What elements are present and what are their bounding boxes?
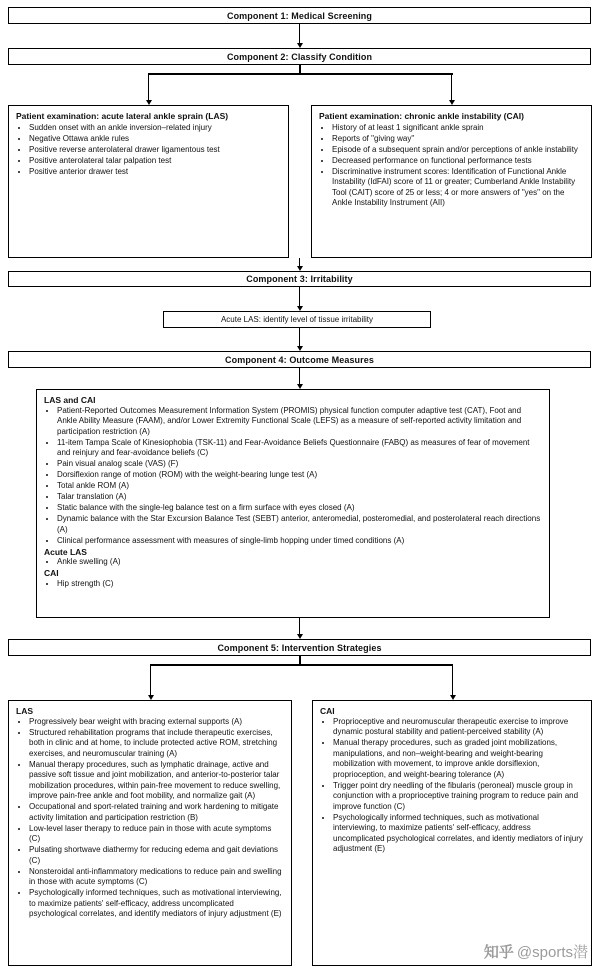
arrow-line	[299, 258, 301, 266]
bullet-item: • Decreased performance on functional performance tests	[332, 156, 584, 167]
bullet-item: • Patient-Reported Outcomes Measurement Information System (PROMIS) physical function computer adaptive test (CAT), Foot and Ankle Ability Measure (FAAM), and/or Lower Extremity Functional Scale (LEFS) as a measure of self-reported activity limitation and participation restriction (A)	[57, 406, 542, 438]
bullet-item: • Proprioceptive and neuromuscular therapeutic exercise to improve dynamic postural stability and patient-perceived stability (A)	[333, 717, 584, 738]
bullet-item: • History of at least 1 significant ankle sprain	[332, 123, 584, 134]
connector-line	[148, 73, 453, 75]
bullet-item: • Trigger point dry needling of the fibularis (peroneal) muscle group in conjunction with a proprioceptive training program to reduce pain and improve function (C)	[333, 781, 584, 813]
bullet-item: • Nonsteroidal anti-inflammatory medications to reduce pain and swelling in those with acute symptoms (C)	[29, 867, 284, 888]
bullet-item: • Positive anterior drawer test	[29, 167, 281, 178]
las-exam-box	[8, 105, 289, 258]
flow-arrow-to-cai-interventions	[449, 664, 456, 700]
bullet-item: • Positive reverse anterolateral drawer ligamentous test	[29, 145, 281, 156]
component-2-title: Component 2: Classify Condition	[226, 51, 373, 62]
irritability-note-text: Acute LAS: identify level of tissue irritability	[220, 315, 374, 324]
outcomes-heading-las-cai: LAS and CAI	[44, 395, 96, 405]
bullet-item: • 11-item Tampa Scale of Kinesiophobia (TSK-11) and Fear-Avoidance Beliefs Questionnaire (FABQ) as measures of fear of movement and reinjury and fear-avoidance beliefs (C)	[57, 438, 542, 459]
component-5-bar	[8, 639, 591, 656]
arrow-line	[299, 287, 301, 306]
bullet-item: • Episode of a subsequent sprain and/or perceptions of ankle instability	[332, 145, 584, 156]
component-4-title: Component 4: Outcome Measures	[225, 354, 374, 365]
bullet-item: • Psychologically informed techniques, such as motivational interviewing, to maximize patients' self-efficacy, address uncomplicated psychological correlates, and identify mediators of injury adjustment (E)	[29, 888, 284, 920]
bullet-item: • Talar translation (A)	[57, 492, 542, 503]
watermark	[484, 941, 588, 962]
bullet-item: • Low-level laser therapy to reduce pain in those with acute symptoms (C)	[29, 824, 284, 845]
bullet-item: • Progressively bear weight with bracing external supports (A)	[29, 717, 284, 728]
arrow-line	[150, 664, 152, 695]
las-interventions-box	[8, 700, 292, 966]
flow-arrow-c3-note	[296, 287, 303, 311]
bullet-item: • Clinical performance assessment with measures of single-limb hopping under timed conditions (A)	[57, 536, 542, 547]
outcomes-list-acute-las	[44, 557, 542, 568]
bullet-item: • Manual therapy procedures, such as lymphatic drainage, active and passive soft tissue and joint mobilization, and anterior-to-posterior talar mobilization procedures, within pain-free movement to reduce swelling, improve pain-free ankle and foot mobility, and normalize gait (A)	[29, 760, 284, 802]
component-1-bar	[8, 7, 591, 24]
bullet-item: • Total ankle ROM (A)	[57, 481, 542, 492]
bullet-item: • Reports of "giving way"	[332, 134, 584, 145]
outcomes-list-las-cai	[44, 406, 542, 547]
bullet-item: • Hip strength (C)	[57, 579, 542, 590]
cai-exam-box	[311, 105, 592, 258]
bullet-item: • Structured rehabilitation programs that include therapeutic exercises, both in clinic and at home, to include protected active ROM, stretching exercises, and neuromuscular training (A)	[29, 728, 284, 760]
flow-arrow-to-cai-exam	[448, 73, 455, 105]
flow-arrow-note-c4	[296, 328, 303, 351]
las-interventions-list	[16, 717, 284, 920]
component-2-bar	[8, 48, 591, 65]
flow-arrow-to-las-exam	[145, 73, 152, 105]
watermark-handle: @sports潜	[516, 944, 588, 961]
arrow-line	[299, 368, 301, 384]
flow-arrow-c1-c2	[296, 24, 303, 48]
watermark-brand: 知乎	[483, 944, 514, 961]
cai-exam-list	[319, 123, 584, 209]
bullet-item: • Dorsiflexion range of motion (ROM) with the weight-bearing lunge test (A)	[57, 470, 542, 481]
cai-exam-title: Patient examination: chronic ankle instability (CAI)	[319, 111, 524, 121]
las-exam-title: Patient examination: acute lateral ankle sprain (LAS)	[16, 111, 229, 121]
outcome-measures-box	[36, 389, 550, 618]
connector-line	[150, 664, 453, 666]
arrow-line	[148, 73, 150, 100]
arrow-line	[299, 328, 301, 346]
bullet-item: • Sudden onset with an ankle inversion–related injury	[29, 123, 281, 134]
las-interventions-heading: LAS	[16, 706, 33, 716]
bullet-item: • Dynamic balance with the Star Excursion Balance Test (SEBT) anterior, anteromedial, posteromedial, and posterolateral reach directions (A)	[57, 514, 542, 535]
outcomes-heading-acute-las: Acute LAS	[44, 546, 87, 557]
cai-interventions-list	[320, 717, 584, 855]
las-exam-list	[16, 123, 281, 178]
flow-arrow-to-c3	[296, 258, 303, 271]
component-3-bar	[8, 271, 591, 287]
cai-interventions-box	[312, 700, 592, 966]
arrow-line	[452, 664, 454, 695]
bullet-item: • Negative Ottawa ankle rules	[29, 134, 281, 145]
bullet-item: • Pulsating shortwave diathermy for reducing edema and gait deviations (C)	[29, 845, 284, 866]
bullet-item: • Positive anterolateral talar palpation test	[29, 156, 281, 167]
component-5-title: Component 5: Intervention Strategies	[217, 642, 382, 653]
bullet-item: • Manual therapy procedures, such as graded joint mobilizations, manipulations, and non–weight-bearing and weight-bearing mobilization with movement, to improve ankle dorsiflexion, proprioception, and weight-bearing tolerance (A)	[333, 738, 584, 780]
arrow-line	[451, 73, 453, 100]
cai-interventions-heading: CAI	[320, 706, 335, 716]
arrow-line	[299, 618, 301, 634]
bullet-item: • Psychologically informed techniques, such as motivational interviewing, to maximize patients' self-efficacy, address uncomplicated psychological correlates, and identiy mediators of injury adjustment (E)	[333, 813, 584, 855]
flow-arrow-to-las-interventions	[147, 664, 154, 700]
flow-arrow-outcomes-c5	[296, 618, 303, 639]
irritability-note-box	[163, 311, 431, 328]
component-3-title: Component 3: Irritability	[246, 274, 353, 284]
outcomes-heading-cai: CAI	[44, 568, 59, 578]
bullet-item: • Pain visual analog scale (VAS) (F)	[57, 459, 542, 470]
flow-arrow-c4-outcomes	[296, 368, 303, 389]
bullet-item: • Static balance with the single-leg balance test on a firm surface with eyes closed (A)	[57, 503, 542, 514]
bullet-item: • Occupational and sport-related training and work hardening to mitigate activity limitation and participation restriction (B)	[29, 802, 284, 823]
bullet-item: • Discriminative instrument scores: Identification of Functional Ankle Instability (IdFAI) score of 11 or greater; Cumberland Ankle Instability Tool (CAIT) score of 25 or less; 4 or more answers of "yes" on the Ankle Instability Instrument (AII)	[332, 167, 584, 209]
bullet-item: • Ankle swelling (A)	[57, 557, 542, 568]
component-1-title: Component 1: Medical Screening	[226, 10, 373, 21]
arrow-line	[299, 24, 301, 43]
component-4-bar	[8, 351, 591, 368]
outcomes-list-cai	[44, 579, 542, 590]
